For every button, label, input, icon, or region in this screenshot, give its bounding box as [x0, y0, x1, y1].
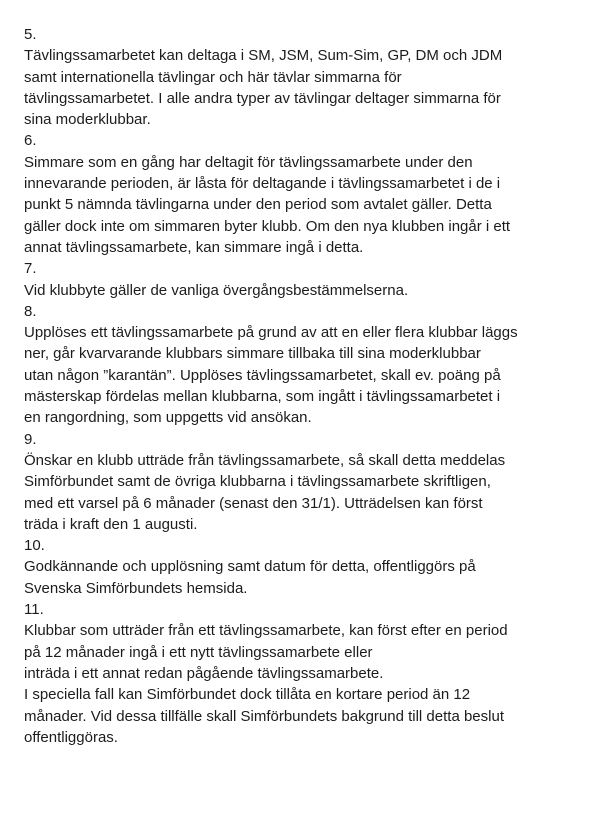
- section-number: 8.: [24, 302, 37, 320]
- text-line: punkt 5 nämnda tävlingarna under den period som avtalet gäller. Detta: [24, 196, 492, 214]
- text-line: Simmare som en gång har deltagit för tävlingssamarbete under den: [24, 153, 473, 171]
- text-line: annat tävlingssamarbete, kan simmare ingå i detta.: [24, 238, 364, 256]
- text-line: innevarande perioden, är låsta för deltagande i tävlingssamarbetet i de i: [24, 175, 501, 193]
- text-line: Svenska Simförbundets hemsida.: [24, 579, 248, 597]
- section-number: 11.: [24, 601, 44, 619]
- text-line: Godkännande och upplösning samt datum för detta, offentliggörs på: [24, 558, 476, 576]
- text-line: mästerskap fördelas mellan klubbarna, som ingått i tävlingssamarbetet i: [24, 388, 501, 406]
- text-line: Vid klubbyte gäller de vanliga övergångsbestämmelserna.: [24, 281, 409, 299]
- section-11: [24, 599, 594, 748]
- section-number: 7.: [24, 260, 37, 278]
- text-line: gäller dock inte om simmaren byter klubb. Om den nya klubben ingår i ett: [24, 217, 511, 235]
- section-number: 9.: [24, 430, 37, 448]
- text-line: offentliggöras.: [24, 728, 118, 746]
- text-line: träda i kraft den 1 augusti.: [24, 515, 198, 533]
- text-line: Simförbundet samt de övriga klubbarna i tävlingssamarbete skriftligen,: [24, 473, 491, 491]
- section-number: 10.: [24, 537, 45, 555]
- text-line: Klubbar som utträder från ett tävlingssamarbete, kan först efter en period: [24, 622, 508, 640]
- text-line: Upplöses ett tävlingssamarbete på grund av att en eller flera klubbar läggs: [24, 324, 518, 342]
- text-line: Önskar en klubb utträde från tävlingssamarbete, så skall detta meddelas: [24, 451, 506, 469]
- text-line: utan någon ”karantän”. Upplöses tävlingssamarbetet, skall ev. poäng på: [24, 366, 501, 384]
- section-9: [24, 429, 594, 535]
- text-line: en rangordning, som uppgetts vid ansökan.: [24, 409, 312, 427]
- section-8: [24, 301, 594, 429]
- section-number: 5.: [24, 26, 37, 43]
- section-number: 6.: [24, 132, 37, 150]
- section-10: [24, 535, 594, 599]
- section-6: [24, 130, 594, 258]
- text-line: I speciella fall kan Simförbundet dock tillåta en kortare period än 12: [24, 686, 471, 704]
- document-body: [24, 24, 594, 748]
- text-line: Tävlingssamarbetet kan deltaga i SM, JSM, Sum-Sim, GP, DM och JDM: [24, 47, 503, 65]
- section-7: [24, 258, 594, 301]
- text-line: på 12 månader ingå i ett nytt tävlingssamarbete eller: [24, 643, 373, 661]
- text-line: sina moderklubbar.: [24, 111, 151, 129]
- text-line: med ett varsel på 6 månader (senast den 31/1). Utträdelsen kan först: [24, 494, 483, 512]
- text-line: inträda i ett annat redan pågående tävlingssamarbete.: [24, 664, 384, 682]
- text-line: samt internationella tävlingar och här tävlar simmarna för: [24, 68, 402, 86]
- text-line: ner, går kvarvarande klubbars simmare tillbaka till sina moderklubbar: [24, 345, 481, 363]
- section-5: [24, 24, 594, 130]
- text-line: tävlingssamarbetet. I alle andra typer av tävlingar deltager simmarna för: [24, 89, 501, 107]
- text-line: månader. Vid dessa tillfälle skall Simförbundets bakgrund till detta beslut: [24, 707, 504, 725]
